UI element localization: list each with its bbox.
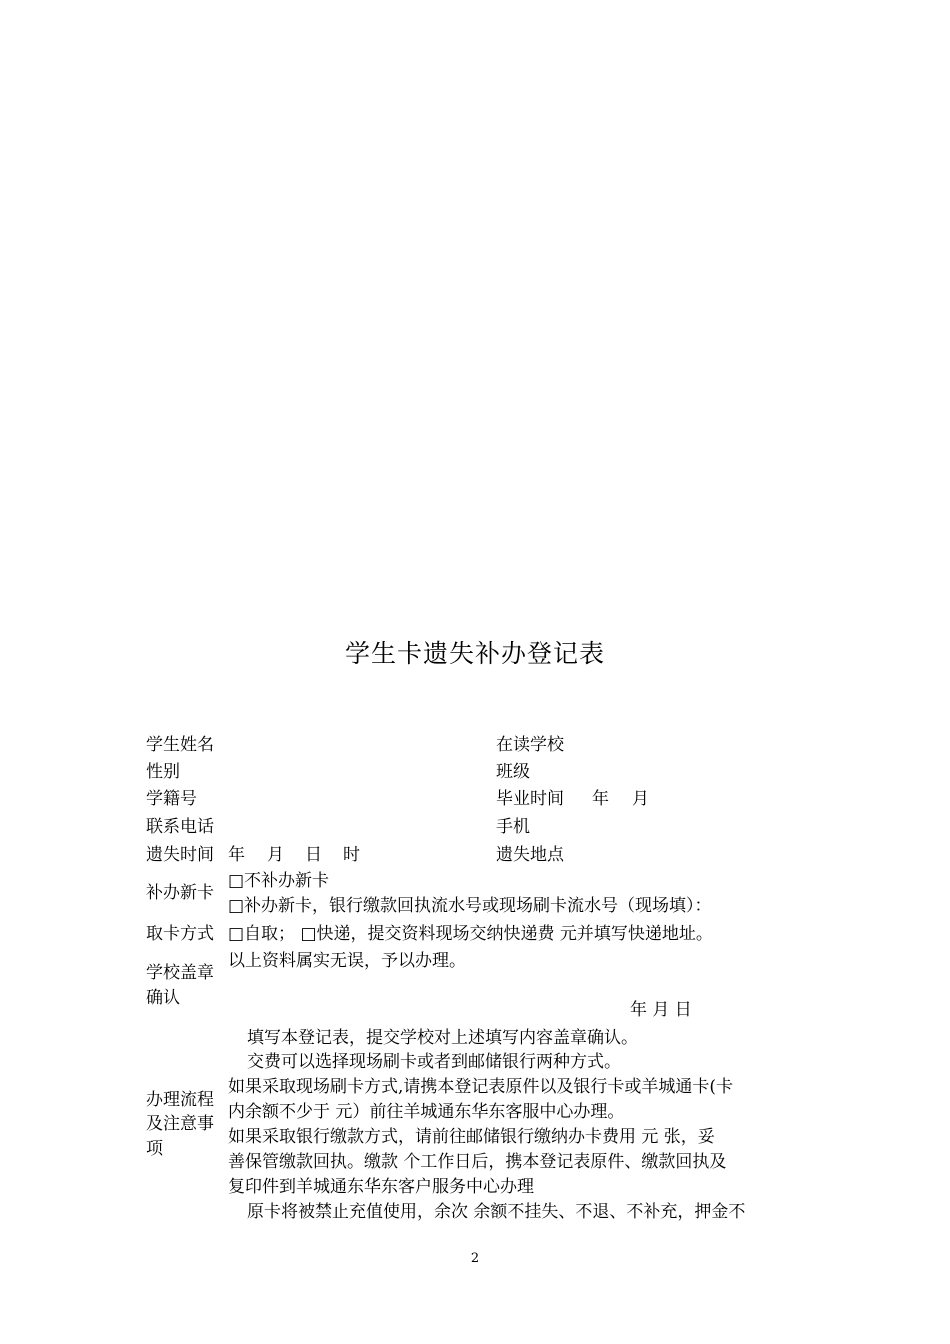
process-line-1: 填写本登记表，提交学校对上述填写内容盖章确认。 (247, 1028, 638, 1048)
process-line-8: 原卡将被禁止充值使用，余次 余额不挂失、不退、不补充，押金不 (247, 1202, 746, 1222)
lost-year-label: 年 (228, 845, 245, 865)
stamp-label-line1: 学校盖章 (146, 963, 214, 983)
contact-phone-label: 联系电话 (146, 817, 214, 837)
lost-day-label: 日 (305, 845, 322, 865)
pickup-label: 取卡方式 (146, 924, 214, 944)
process-label-line1: 办理流程 (146, 1090, 214, 1110)
process-line-6: 善保管缴款回执。缴款 个工作日后，携本登记表原件、缴款回执及 (228, 1152, 727, 1172)
lost-hour-label: 时 (343, 845, 360, 865)
process-line-3: 如果采取现场刷卡方式,请携本登记表原件以及银行卡或羊城通卡(卡 (228, 1077, 734, 1097)
pickup-options[interactable]: □自取； □快递，提交资料现场交纳快递费 元并填写快递地址。 (228, 924, 713, 944)
student-id-label: 学籍号 (146, 789, 197, 809)
new-card-option-yes[interactable]: □补办新卡，银行缴款回执流水号或现场刷卡流水号（现场填）： (228, 896, 712, 916)
lost-time-label: 遗失时间 (146, 845, 214, 865)
student-name-label: 学生姓名 (146, 735, 214, 755)
stamp-text: 以上资料属实无误，予以办理。 (228, 951, 466, 971)
stamp-date: 年 月 日 (630, 1000, 692, 1020)
page-number: 2 (470, 1251, 480, 1266)
graduation-year-label: 年 (592, 789, 609, 809)
process-label-line2: 及注意事 (146, 1114, 214, 1134)
class-label: 班级 (496, 762, 530, 782)
process-line-2: 交费可以选择现场刷卡或者到邮储银行两种方式。 (247, 1052, 621, 1072)
graduation-month-label: 月 (632, 789, 649, 809)
graduation-label: 毕业时间 (496, 789, 564, 809)
lost-month-label: 月 (267, 845, 284, 865)
process-label-line3: 项 (146, 1139, 163, 1159)
process-line-5: 如果采取银行缴款方式，请前往邮储银行缴纳办卡费用 元 张，妥 (228, 1127, 715, 1147)
new-card-option-no[interactable]: □不补办新卡 (228, 871, 330, 891)
stamp-label-line2: 确认 (146, 988, 180, 1008)
process-line-4: 内余额不少于 元）前往羊城通东华东客服中心办理。 (228, 1102, 625, 1122)
mobile-label: 手机 (496, 817, 530, 837)
form-title: 学生卡遗失补办登记表 (344, 639, 605, 668)
process-line-7: 复印件到羊城通东华东客户服务中心办理 (228, 1177, 534, 1197)
gender-label: 性别 (146, 762, 180, 782)
lost-place-label: 遗失地点 (496, 845, 564, 865)
school-label: 在读学校 (496, 735, 564, 755)
new-card-label: 补办新卡 (146, 883, 214, 903)
